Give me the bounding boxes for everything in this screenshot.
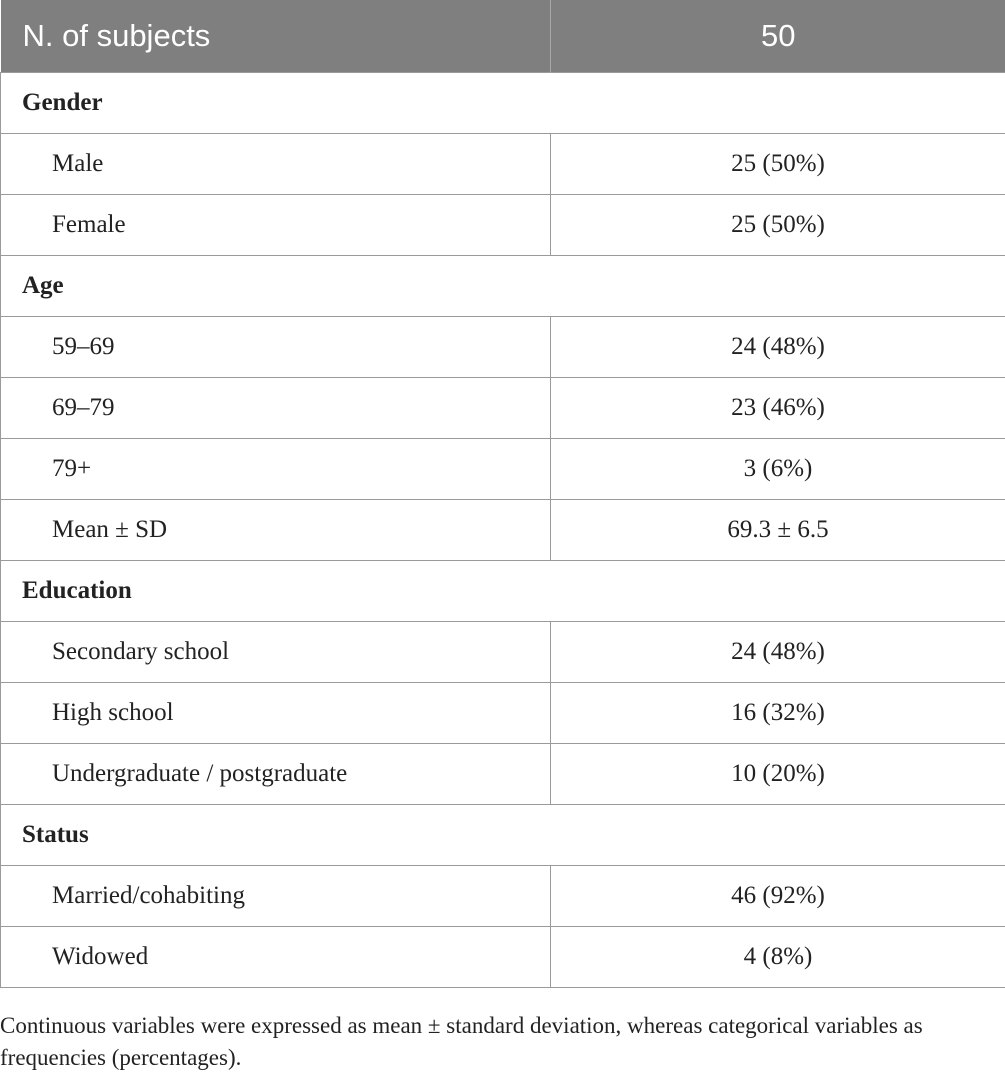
- row-value: 24 (48%): [551, 622, 1005, 683]
- group-row-education: [1, 561, 1005, 622]
- table-row: [1, 378, 1005, 439]
- group-row-gender: [1, 73, 1005, 134]
- row-label: Secondary school: [1, 622, 551, 683]
- row-value: 25 (50%): [551, 134, 1005, 195]
- row-label: Married/cohabiting: [1, 866, 551, 927]
- table-row: [1, 866, 1005, 927]
- table-row: [1, 500, 1005, 561]
- row-label: Male: [1, 134, 551, 195]
- table-row: [1, 683, 1005, 744]
- row-label: Mean ± SD: [1, 500, 551, 561]
- row-label: Female: [1, 195, 551, 256]
- table-row: [1, 439, 1005, 500]
- group-row-age: [1, 256, 1005, 317]
- row-value: 3 (6%): [551, 439, 1005, 500]
- table-row: [1, 927, 1005, 988]
- row-value: 16 (32%): [551, 683, 1005, 744]
- row-label: 79+: [1, 439, 551, 500]
- row-value: 24 (48%): [551, 317, 1005, 378]
- row-value: 46 (92%): [551, 866, 1005, 927]
- row-label: Widowed: [1, 927, 551, 988]
- group-title: Age: [1, 256, 1005, 317]
- header-label: N. of subjects: [1, 0, 551, 73]
- row-value: 4 (8%): [551, 927, 1005, 988]
- table-row: [1, 622, 1005, 683]
- group-title: Education: [1, 561, 1005, 622]
- row-label: 59–69: [1, 317, 551, 378]
- row-value: 25 (50%): [551, 195, 1005, 256]
- header-value: 50: [551, 0, 1005, 73]
- table-header-row: [1, 0, 1005, 73]
- table-footnote: Continuous variables were expressed as mean ± standard deviation, whereas categorical variables as frequencies (percentages).: [0, 1013, 923, 1070]
- row-value: 10 (20%): [551, 744, 1005, 805]
- row-value: 69.3 ± 6.5: [551, 500, 1005, 561]
- row-label: Undergraduate / postgraduate: [1, 744, 551, 805]
- table-row: [1, 134, 1005, 195]
- row-label: High school: [1, 683, 551, 744]
- row-value: 23 (46%): [551, 378, 1005, 439]
- table-row: [1, 195, 1005, 256]
- table-row: [1, 317, 1005, 378]
- group-title: Gender: [1, 73, 1005, 134]
- table-row: [1, 744, 1005, 805]
- row-label: 69–79: [1, 378, 551, 439]
- group-title: Status: [1, 805, 1005, 866]
- group-row-status: [1, 805, 1005, 866]
